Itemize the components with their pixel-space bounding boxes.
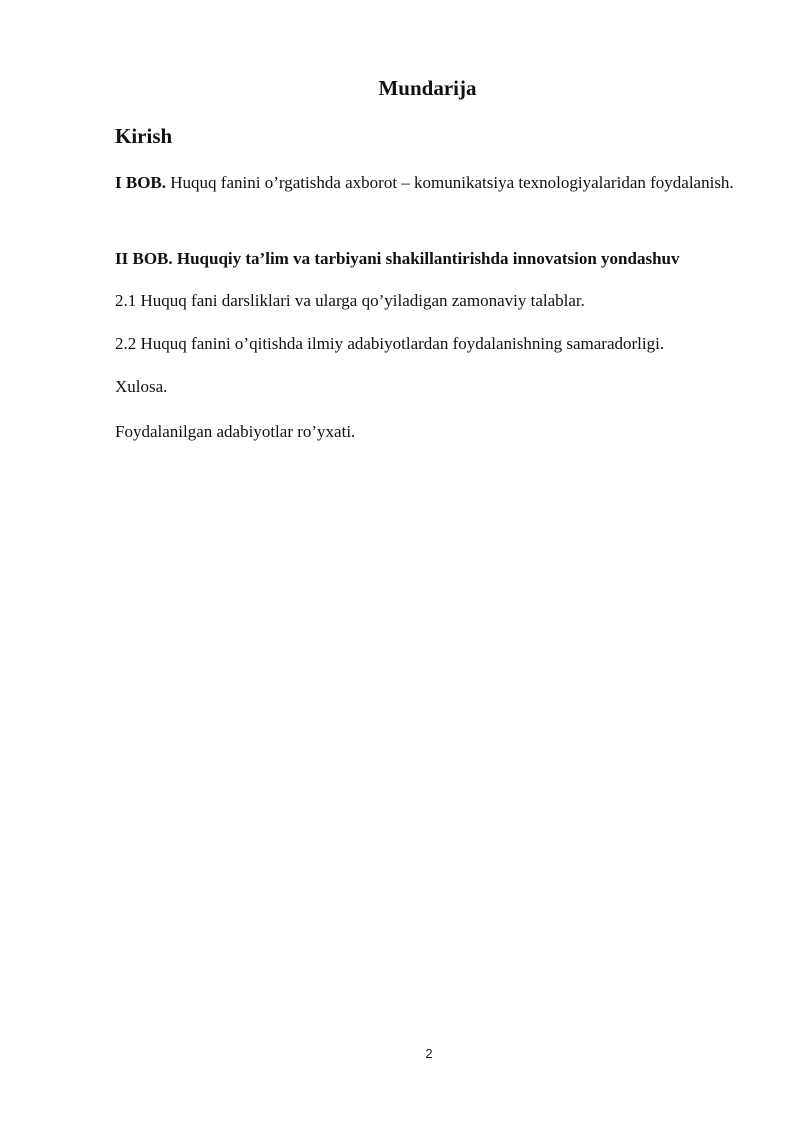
chapter-1-label: I BOB. (115, 173, 167, 192)
toc-entry-chapter-1 (115, 168, 743, 198)
chapter-1-text: Huquq fanini o’rgatishda axborot – komunikatsiya texnologiyalaridan foydalanish. (166, 173, 734, 192)
toc-entry-section-2-2: 2.2 Huquq fanini o’qitishda ilmiy adabiyotlardan foydalanishning samaradorligi. (115, 334, 665, 353)
toc-entry-references: Foydalanilgan adabiyotlar ro’yxati. (115, 422, 356, 441)
toc-entry-intro: Kirish (115, 124, 173, 148)
page-title: Mundarija (378, 76, 477, 100)
toc-entry-section-2-1: 2.1 Huquq fani darsliklari va ularga qo’yiladigan zamonaviy talablar. (115, 291, 585, 310)
toc-entry-chapter-2: II BOB. Huquqiy ta’lim va tarbiyani shakillantirishda innovatsion yondashuv (115, 249, 680, 268)
toc-entry-conclusion: Xulosa. (115, 377, 168, 396)
page-number: 2 (425, 1046, 433, 1061)
